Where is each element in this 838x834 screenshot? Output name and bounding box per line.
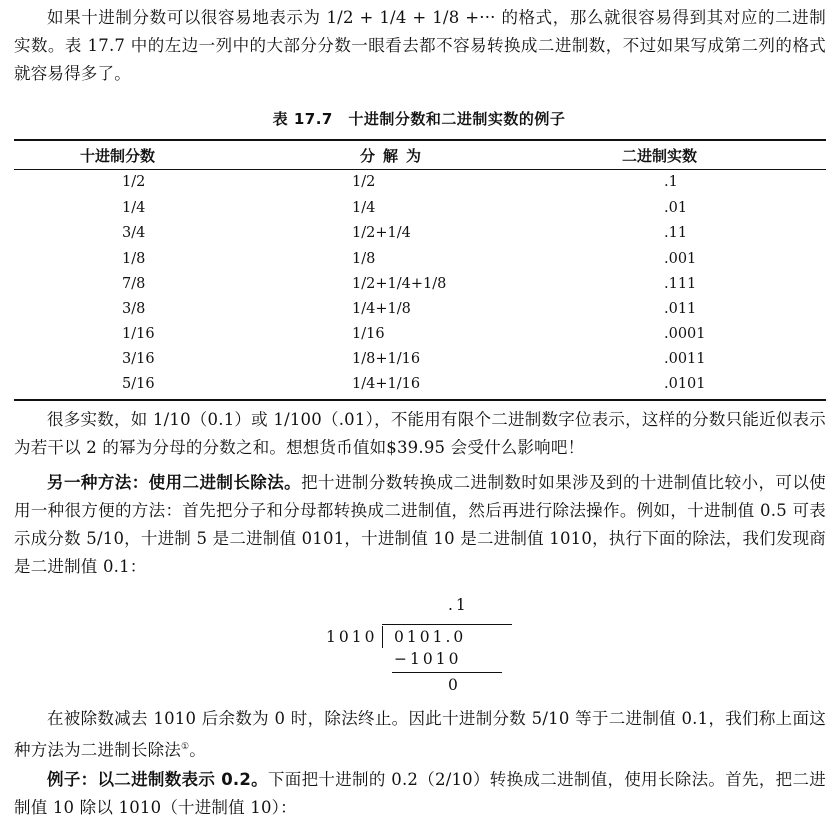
cell-decimal: 1/16 — [122, 326, 155, 342]
division-remainder: 0 — [448, 676, 461, 694]
cell-decomposition: 1/16 — [352, 326, 385, 342]
conclusion-tail: 。 — [189, 740, 206, 760]
cell-decimal: 7/8 — [122, 276, 146, 292]
cell-binary: .11 — [664, 225, 688, 241]
cell-binary: .01 — [664, 200, 688, 216]
cell-binary: .001 — [664, 251, 697, 267]
table-bottom-rule — [14, 399, 826, 401]
cell-binary: .1 — [664, 174, 678, 190]
table-caption: 表 17.7 十进制分数和二进制实数的例子 — [272, 110, 566, 128]
division-conclusion-paragraph — [14, 705, 826, 765]
table-row — [14, 323, 826, 349]
approximation-paragraph: 很多实数，如 1/10（0.1）或 1/100（.01），不能用有限个二进制数字位表示，这样的分数只能近似表示为若干以 2 的幂为分母的分数之和。想想货币值如$39.95 会受什么影响吧！ — [14, 410, 826, 457]
cell-decomposition: 1/2+1/4 — [352, 225, 411, 241]
cell-decimal: 1/8 — [122, 251, 146, 267]
cell-binary: .111 — [664, 276, 697, 292]
cell-decomposition: 1/2+1/4+1/8 — [352, 276, 447, 292]
table-header-rule — [14, 169, 826, 170]
table-row — [14, 197, 826, 223]
example-body: 下面把十进制的 0.2（2/10）转换成二进制值，使用长除法。首先，把二进制值 10 除以 1010（十进制值 10）： — [14, 770, 826, 817]
table-row — [14, 273, 826, 299]
cell-decomposition: 1/2 — [352, 174, 376, 190]
division-dividend: 0101.0 — [394, 628, 467, 646]
cell-decomposition: 1/4+1/8 — [352, 301, 411, 317]
cell-decimal: 1/2 — [122, 174, 146, 190]
table-row — [14, 248, 826, 274]
table-row — [14, 348, 826, 374]
division-bracket-top — [382, 624, 512, 625]
column-header-decomposition: 分解为 — [360, 147, 430, 165]
footnote-marker: ① — [181, 742, 190, 752]
table-row — [14, 298, 826, 324]
cell-binary: .0011 — [664, 351, 706, 367]
column-header-decimal: 十进制分数 — [80, 147, 156, 165]
cell-decomposition: 1/4+1/16 — [352, 376, 421, 392]
table-row — [14, 222, 826, 248]
table-row — [14, 373, 826, 399]
long-division-figure — [320, 590, 540, 702]
table-row — [14, 171, 826, 197]
cell-decomposition: 1/8 — [352, 251, 376, 267]
division-quotient: .1 — [448, 596, 469, 614]
long-division-paragraph — [14, 469, 826, 581]
method-heading: 另一种方法：使用二进制长除法。 — [47, 473, 302, 492]
division-bracket-side — [382, 626, 383, 648]
intro-paragraph: 如果十进制分数可以很容易地表示为 1/2 + 1/4 + 1/8 +··· 的格式，那么就很容易得到其对应的二进制实数。表 17.7 中的左边一列中的大部分分数一眼看去都不容易转换成二进制数，不过如果写成第二列的格式就容易得多了。 — [14, 8, 826, 83]
cell-decimal: 5/16 — [122, 376, 155, 392]
column-header-binary: 二进制实数 — [622, 147, 698, 165]
cell-decimal: 3/16 — [122, 351, 155, 367]
method-body: 把十进制分数转换成二进制数时如果涉及到的十进制值比较小，可以使用一种很方便的方法：首先把分子和分母都转换成二进制值，然后再进行除法操作。例如，十进制值 0.5 可表示成分数 5/10，十进制 5 是二进制值 0101，十进制值 10 是二进制值 1010，执行下面的除法，我们发现商是二进制值 0.1： — [14, 473, 827, 576]
conclusion-text: 在被除数减去 1010 后余数为 0 时，除法终止。因此十进制分数 5/10 等于二进制值 0.1，我们称上面这种方法为二进制长除法 — [14, 709, 826, 760]
cell-binary: .011 — [664, 301, 697, 317]
example-heading: 例子：以二进制数表示 0.2。 — [47, 770, 268, 789]
cell-binary: .0001 — [664, 326, 706, 342]
cell-decimal: 3/4 — [122, 225, 146, 241]
table-top-rule — [14, 139, 826, 141]
example-paragraph — [14, 766, 826, 822]
cell-decomposition: 1/8+1/16 — [352, 351, 421, 367]
cell-decimal: 1/4 — [122, 200, 146, 216]
division-divisor: 1010 — [326, 628, 378, 646]
cell-decomposition: 1/4 — [352, 200, 376, 216]
division-subtraction-rule — [392, 672, 502, 673]
cell-decimal: 3/8 — [122, 301, 146, 317]
cell-binary: .0101 — [664, 376, 706, 392]
division-subtrahend: −1010 — [394, 650, 462, 668]
